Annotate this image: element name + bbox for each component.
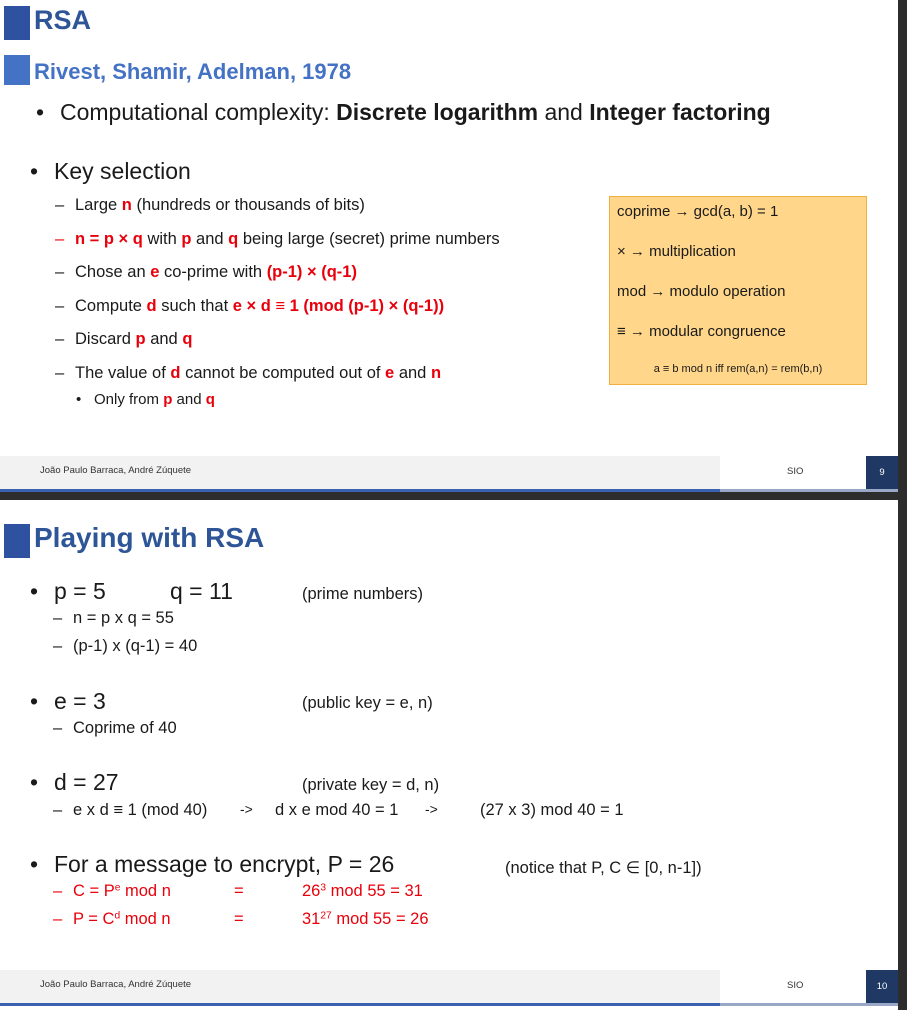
dash: – [53,882,63,900]
item-text: and [145,330,183,348]
bullet-dot: • [36,99,45,125]
calc-step-3: (27 x 3) mod 40 = 1 [480,801,624,819]
dash: – [55,297,65,315]
dash: – [55,263,65,281]
footer-authors: João Paulo Barraca, André Zúquete [40,465,192,476]
item-text: Large [75,196,122,214]
item-d-not-computable [55,364,442,383]
coprime-line [53,719,177,738]
item-text: and [172,391,206,408]
decrypt-result-exponent: 27 [320,910,332,922]
item-chose-e [55,263,357,282]
item-text: being large (secret) prime numbers [238,230,500,248]
bullet-dot: • [30,158,39,184]
item-var: e [150,263,160,281]
encrypt-exponent: e [114,882,121,894]
note-multiplication: × → multiplication [617,243,736,260]
decrypt-lhs: P = C [73,910,115,928]
complexity-term-1: Discrete logarithm [336,99,539,125]
complexity-term-2: Integer factoring [589,99,771,125]
title-accent-bar [4,524,30,558]
dash: – [55,364,65,382]
footer-rule-right [720,489,898,492]
calc-line [53,801,208,820]
footer-page-number: 10 [866,970,898,1003]
subtitle-accent-bar [4,55,30,85]
item-text: and [191,230,229,248]
complexity-and: and [538,99,590,125]
item-var: d [170,364,181,382]
bullet-dot: • [30,769,39,795]
encrypt-lhs: C = P [73,882,115,900]
bullet-d [30,769,119,796]
decrypt-base: 31 [302,910,321,928]
note-coprime: coprime → gcd(a, b) = 1 [617,203,779,220]
item-text: cannot be computed out of [180,364,386,382]
prime-note: (prime numbers) [302,585,424,603]
decrypt-result-text: mod 55 = 26 [331,910,429,928]
encrypt-result-exponent: 3 [320,882,327,894]
dash: – [55,230,65,248]
dash: – [53,910,63,928]
slide-footer [0,456,898,492]
item-var: p [135,330,146,348]
encrypt-line [53,882,171,901]
item-discard [55,330,193,349]
item-text: Compute [75,297,147,315]
slide-playing-with-rsa [0,500,898,1010]
range-note: (notice that P, C ∈ [0, n-1]) [505,859,702,877]
item-var: p [163,391,173,408]
phi-line [53,637,198,656]
bullet-dot: • [76,391,82,408]
item-var: q [182,330,193,348]
coprime-text: Coprime of 40 [73,719,177,737]
q-value: q = 11 [170,578,233,604]
item-text: Only from [94,391,164,408]
dash: – [53,637,63,655]
item-text: such that [156,297,233,315]
e-value: e = 3 [54,688,106,714]
private-key-note: (private key = d, n) [302,776,440,794]
item-var: q [228,230,239,248]
n-line [53,609,174,628]
p-value: p = 5 [54,578,106,604]
item-large-n [55,196,365,215]
encrypt-result [302,882,423,901]
item-var: q [205,391,215,408]
item-expr: n = p × q [75,230,143,248]
encrypt-base: 26 [302,882,321,900]
item-text: Chose an [75,263,151,281]
item-text: co-prime with [159,263,267,281]
bullet-dot: • [30,688,39,714]
note-congruence-definition: a ≡ b mod n iff rem(a,n) = rem(b,n) [653,363,823,375]
subitem-only-from [76,391,215,408]
bullet-dot: • [30,851,39,877]
footer-rule [0,489,720,492]
bullet-e [30,688,106,715]
message-text: For a message to encrypt, P = 26 [54,851,395,877]
slide-rsa [0,0,898,492]
public-key-note: (public key = e, n) [302,694,433,712]
item-n-equals-pq [55,230,500,249]
bullet-complexity [36,99,771,126]
decrypt-result [302,910,429,929]
title-accent-bar [4,6,30,40]
bullet-dot: • [30,578,39,604]
slide-title: Playing with RSA [34,522,265,553]
note-modulo: mod → modulo operation [617,283,786,300]
key-selection-label: Key selection [54,158,191,184]
bullet-key-selection [30,158,191,185]
item-var: p [181,230,192,248]
bullet-message [30,851,395,878]
item-text: (hundreds or thousands of bits) [131,196,365,214]
encrypt-result-text: mod 55 = 31 [326,882,423,900]
item-expr: e × d ≡ 1 (mod (p-1) × (q-1)) [232,297,445,315]
item-var: n [121,196,132,214]
phi-text: (p-1) x (q-1) = 40 [73,637,198,655]
dash: – [55,196,65,214]
dash: – [55,330,65,348]
item-text: with [142,230,182,248]
footer-authors: João Paulo Barraca, André Zúquete [40,979,192,990]
calc-arrow-2: -> [425,801,438,817]
item-expr: (p-1) × (q-1) [266,263,357,281]
note-congruence: ≡ → modular congruence [617,323,786,340]
footer-rule-right [720,1003,898,1006]
dash: – [53,719,63,737]
footer-rule [0,1003,720,1006]
slide-title: RSA [34,5,92,35]
footer-course: SIO [787,466,804,477]
decrypt-mod: mod n [120,910,171,928]
item-text: and [394,364,431,382]
decrypt-equals: = [234,910,244,928]
item-var: d [146,297,157,315]
slide-subtitle: Rivest, Shamir, Adelman, 1978 [34,59,352,84]
calc-step-1: e x d ≡ 1 (mod 40) [73,801,208,819]
n-text: n = p x q = 55 [73,609,174,627]
encrypt-mod: mod n [120,882,171,900]
slide-footer [0,970,898,1006]
dash: – [53,801,63,819]
item-text: The value of [75,364,171,382]
item-var: n [430,364,442,382]
bullet-p-q [30,578,106,605]
footer-page-number: 9 [866,456,898,489]
dash: – [53,609,63,627]
definitions-note-box [609,196,867,385]
item-var: e [385,364,395,382]
item-compute-d [55,297,445,316]
d-value: d = 27 [54,769,119,795]
encrypt-equals: = [234,882,244,900]
calc-arrow-1: -> [240,801,253,817]
item-text: Discard [75,330,136,348]
decrypt-exponent: d [114,910,121,922]
footer-course: SIO [787,980,804,991]
complexity-label: Computational complexity: [60,99,337,125]
calc-step-2: d x e mod 40 = 1 [275,801,399,819]
decrypt-line [53,910,171,929]
